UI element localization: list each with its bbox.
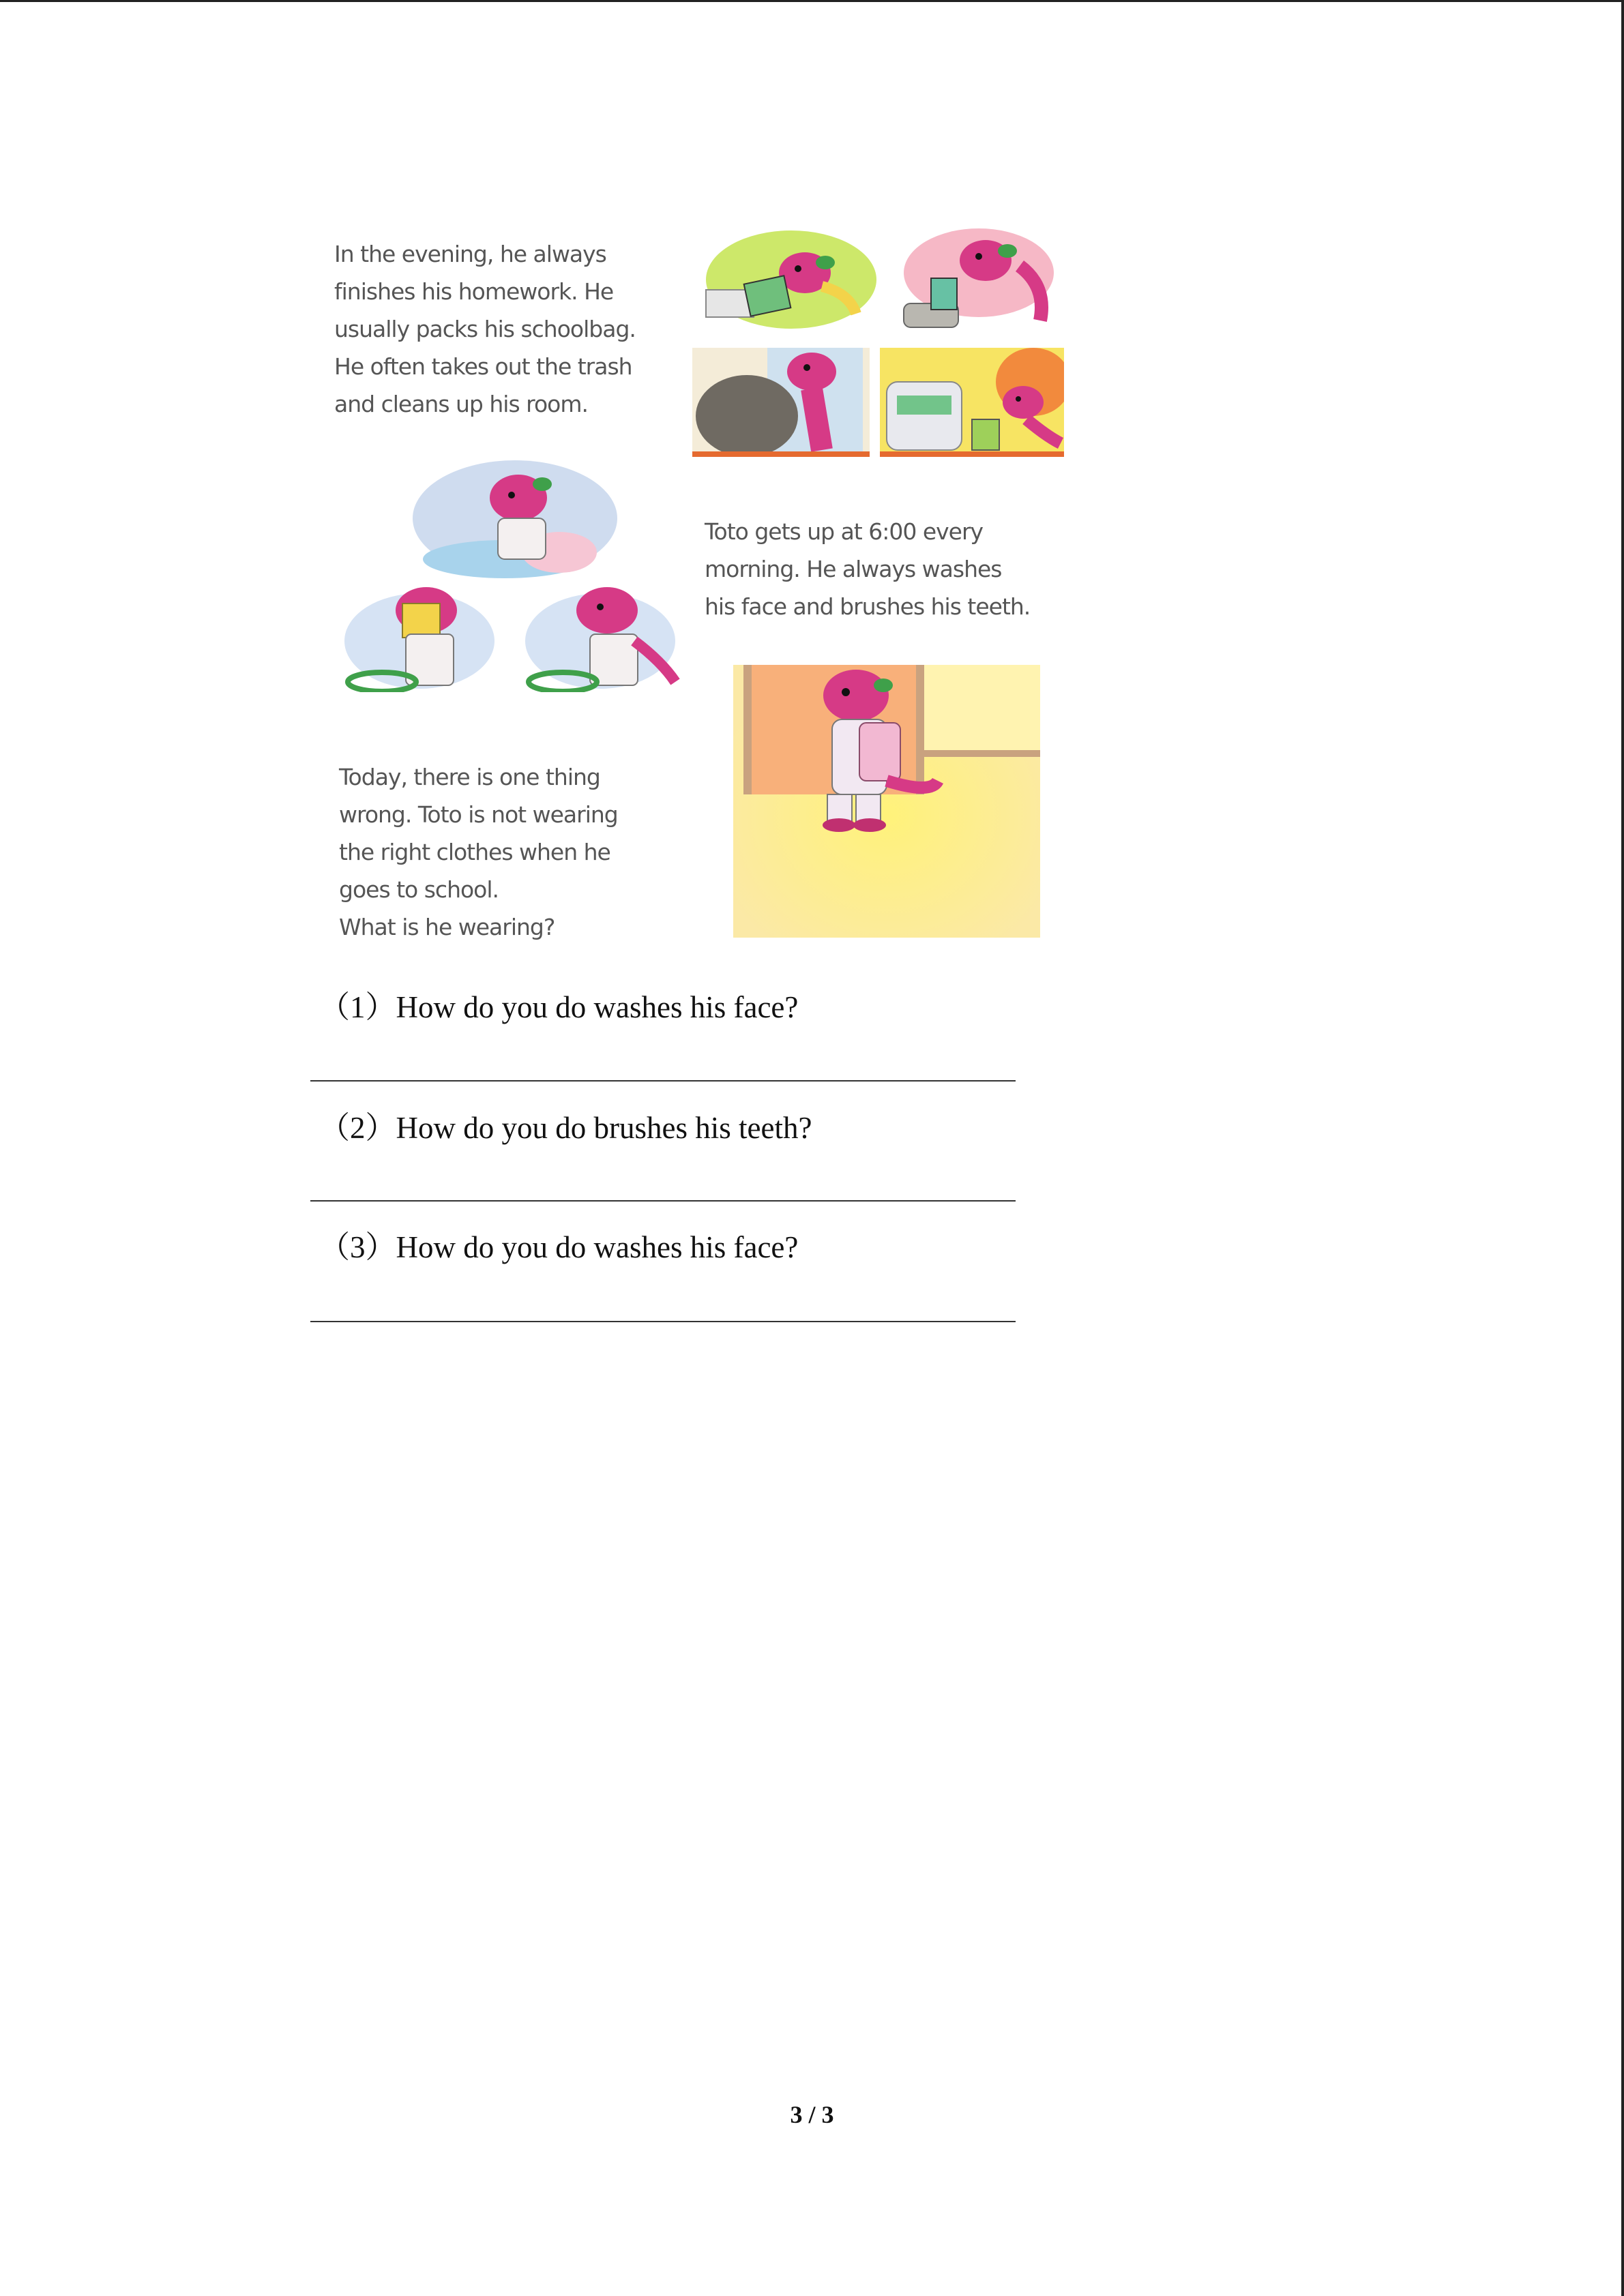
evening-passage [334, 235, 636, 423]
top-border [0, 0, 1624, 2]
question-number: （1） [319, 990, 396, 1024]
passage-line: wrong. Toto is not wearing [339, 801, 618, 828]
morning-routine-illustration [341, 457, 682, 692]
today-passage [339, 758, 618, 946]
question-number: （3） [319, 1230, 396, 1264]
going-to-school-illustration [733, 665, 1040, 938]
passage-line: Toto gets up at 6:00 every [705, 518, 984, 545]
question-number: （2） [319, 1111, 396, 1145]
question-text: How do you do washes his face? [396, 990, 799, 1024]
right-border [1621, 0, 1624, 2296]
passage-line: and cleans up his room. [334, 391, 588, 417]
passage-line: the right clothes when he [339, 839, 610, 865]
passage-line: In the evening, he always [334, 241, 606, 267]
morning-passage [705, 513, 1030, 625]
passage-line: usually packs his schoolbag. [334, 316, 636, 342]
passage-line: finishes his homework. He [334, 278, 614, 305]
page-number: 3 / 3 [790, 2101, 834, 2128]
passage-line: What is he wearing? [339, 914, 555, 940]
question-2 [319, 1103, 812, 1147]
evening-chores-illustration [692, 225, 1064, 457]
question-1 [319, 982, 798, 1026]
answer-line-3[interactable] [310, 1321, 1016, 1322]
answer-line-2[interactable] [310, 1200, 1016, 1202]
passage-line: Today, there is one thing [339, 764, 600, 790]
passage-line: his face and brushes his teeth. [705, 593, 1031, 620]
passage-line: morning. He always washes [705, 556, 1002, 582]
passage-line: He often takes out the trash [334, 353, 632, 380]
answer-line-1[interactable] [310, 1080, 1016, 1082]
question-3 [319, 1222, 798, 1266]
passage-line: goes to school. [339, 876, 499, 903]
question-text: How do you do brushes his teeth? [396, 1111, 812, 1145]
question-text: How do you do washes his face? [396, 1230, 799, 1264]
